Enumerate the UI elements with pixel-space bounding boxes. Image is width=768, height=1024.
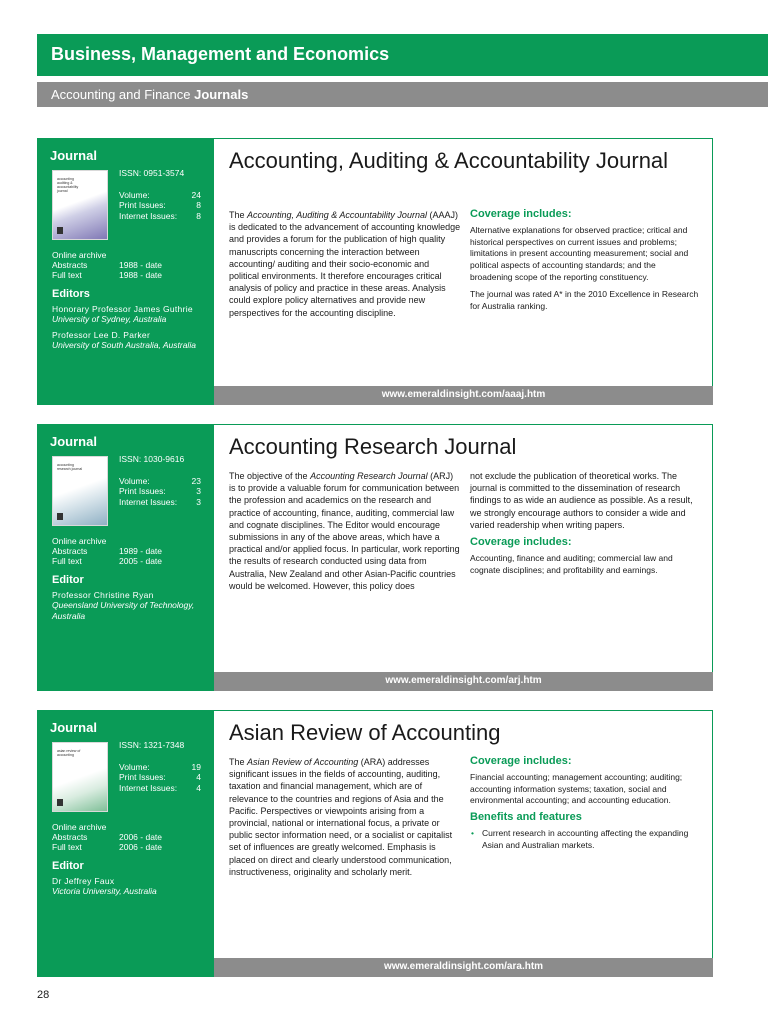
- issn: ISSN: 0951-3574: [119, 168, 185, 178]
- issn: ISSN: 1030-9616: [119, 454, 185, 464]
- section-banner: [37, 34, 768, 76]
- editor-name: Professor Christine Ryan: [52, 589, 154, 600]
- desc-text: (AAAJ) is dedicated to the advancement of accounting knowledge and provides a forum for the publication of high quality manuscripts concerning the interaction between accounting/ auditing and their socio-economic and political environments. It therefore encourages critical analysis of policy and practice in these areas. Analysis could explore policy alternatives and provide new perspectives for the accounting discipline.: [229, 210, 461, 318]
- desc-text: The: [229, 210, 248, 220]
- internet-issues-label: Internet Issues:: [119, 210, 178, 221]
- editors-label: Editor: [52, 860, 84, 872]
- online-archive: [52, 250, 202, 280]
- journal-label: Journal: [50, 434, 97, 449]
- desc-journal-name: Accounting, Auditing & Accountability Journal: [247, 210, 427, 220]
- journal-cover-image: [52, 456, 108, 526]
- editors-label: Editor: [52, 574, 84, 586]
- journal-main: [229, 711, 712, 976]
- print-issues-label: Print Issues:: [119, 772, 166, 782]
- internet-issues-label: Internet Issues:: [119, 496, 178, 507]
- volume-value: 23: [191, 475, 201, 486]
- journal-meta: [119, 454, 201, 507]
- volume-label: Volume:: [119, 761, 150, 772]
- journal-cover-image: [52, 742, 108, 812]
- coverage-block: [470, 209, 700, 317]
- archive-label: Online archive: [52, 250, 107, 260]
- abstracts-label: Abstracts: [52, 546, 88, 556]
- journal-card-ara: [37, 710, 713, 977]
- fulltext-value: 1988 - date: [119, 270, 163, 280]
- editors-block: [52, 861, 204, 902]
- section-title: Business, Management and Economics: [51, 44, 390, 64]
- subsection-banner: [37, 82, 768, 107]
- print-issues-label: Print Issues:: [119, 486, 166, 496]
- internet-issues-value: 3: [196, 496, 201, 507]
- print-issues-value: 8: [196, 200, 201, 210]
- abstracts-value: 2006 - date: [119, 832, 163, 842]
- journal-meta: [119, 740, 201, 793]
- journal-main: [229, 425, 712, 690]
- journal-main: [229, 139, 712, 404]
- abstracts-value: 1988 - date: [119, 260, 163, 270]
- journal-sidebar: [38, 139, 214, 404]
- journal-description: [229, 756, 461, 878]
- desc-text: (ARJ) is to provide a valuable forum for communication between the profession and academics on the research and practice of accounting, finance, auditing, commercial law and cognate disciplines. The Editor would encourage submissions in any of the above areas, which have a practical and/or applied focus. In particular, work reporting the results of research conducted using data from Australia, New Zealand and other Asian-Pacific countries would be welcomed. However, this policy does: [229, 471, 460, 591]
- coverage-heading: Coverage includes:: [470, 536, 572, 549]
- coverage-block: [470, 756, 700, 852]
- ranking-note: The journal was rated A* in the 2010 Excellence in Research for Australia ranking.: [470, 288, 699, 311]
- internet-issues-label: Internet Issues:: [119, 782, 178, 793]
- subsection-prefix: Accounting and Finance: [51, 87, 191, 102]
- journal-meta: [119, 168, 201, 221]
- fulltext-value: 2005 - date: [119, 556, 163, 566]
- journal-sidebar: [38, 711, 214, 976]
- editor-name: Professor Lee D. Parker: [52, 329, 151, 340]
- abstracts-value: 1989 - date: [119, 546, 163, 556]
- desc-text: The: [229, 757, 248, 767]
- cover-title: accounting auditing & accountability journal: [57, 177, 79, 193]
- volume-label: Volume:: [119, 189, 150, 200]
- journal-title: Accounting Research Journal: [229, 434, 517, 459]
- journal-sidebar: [38, 425, 214, 690]
- issn: ISSN: 1321-7348: [119, 740, 185, 750]
- cover-title: asian review of accounting: [57, 749, 81, 757]
- archive-label: Online archive: [52, 536, 107, 546]
- archive-label: Online archive: [52, 822, 107, 832]
- print-issues-label: Print Issues:: [119, 200, 166, 210]
- volume-value: 24: [191, 189, 201, 200]
- fulltext-value: 2006 - date: [119, 842, 163, 852]
- fulltext-label: Full text: [52, 556, 82, 566]
- journal-url-link[interactable]: www.emeraldinsight.com/ara.htm: [214, 958, 713, 977]
- publisher-logo-icon: [57, 799, 63, 806]
- publisher-logo-icon: [57, 513, 63, 520]
- benefit-item: • Current research in accounting affecting the expanding Asian and Australian markets.: [470, 828, 700, 852]
- internet-issues-value: 4: [196, 782, 201, 793]
- benefits-list: [470, 828, 700, 852]
- volume-label: Volume:: [119, 475, 150, 486]
- print-issues-value: 3: [196, 486, 201, 496]
- subsection-bold: Journals: [194, 87, 249, 102]
- journal-url-link[interactable]: www.emeraldinsight.com/arj.htm: [214, 672, 713, 691]
- fulltext-label: Full text: [52, 270, 82, 280]
- desc-text: (ARA) addresses significant issues in the fields of accounting, auditing, taxation and financial management, which are of relevance to the countries and regions of Asia and the Pacific. Perspectives or viewpoints arising from a provincial, national or international focus, a private or public sector information need, or a socialist or capitalist set of influences are greatly welcomed. Emphasis is placed on direct and clearly understood communication, instructiveness, originality and scholarly merit.: [229, 757, 453, 877]
- editor-name: Honorary Professor James Guthrie: [52, 303, 193, 314]
- journal-title: Accounting, Auditing & Accountability Journal: [229, 148, 669, 173]
- journal-label: Journal: [50, 720, 97, 735]
- coverage-block: [470, 470, 700, 581]
- volume-value: 19: [191, 761, 201, 772]
- journal-description: [229, 470, 461, 592]
- journal-card-arj: [37, 424, 713, 691]
- desc-continued: not exclude the publication of theoretical works. The journal is committed to the dissemination of research findings to as wide an audience as possible. As a result, we strongly encourage authors to consider a wide and varied readership when writing papers.: [470, 471, 693, 530]
- fulltext-label: Full text: [52, 842, 82, 852]
- coverage-text: Alternative explanations for observed practice; critical and historical perspectives on current issues and problems; limitations in present accounting measurement; social and political aspects of accounting standards; and the broadening scope of the reporting constituency.: [470, 224, 689, 282]
- page-number: 28: [37, 989, 50, 1001]
- editor-name: Dr Jeffrey Faux: [52, 875, 115, 886]
- editor-affiliation: University of Sydney, Australia: [52, 314, 167, 324]
- desc-text: The objective of the: [229, 471, 311, 481]
- internet-issues-value: 8: [196, 210, 201, 221]
- publisher-logo-icon: [57, 227, 63, 234]
- editor-affiliation: Queensland University of Technology, Australia: [52, 600, 195, 621]
- online-archive: [52, 536, 202, 566]
- online-archive: [52, 822, 202, 852]
- benefits-heading: Benefits and features: [470, 811, 582, 824]
- journal-title: Asian Review of Accounting: [229, 720, 501, 745]
- abstracts-label: Abstracts: [52, 260, 88, 270]
- editor-affiliation: Victoria University, Australia: [52, 886, 157, 896]
- editor-affiliation: University of South Australia, Australia: [52, 340, 196, 350]
- journal-url-link[interactable]: www.emeraldinsight.com/aaaj.htm: [214, 386, 713, 405]
- journal-cover-image: [52, 170, 108, 240]
- desc-journal-name: Accounting Research Journal: [310, 471, 428, 481]
- coverage-heading: Coverage includes:: [470, 208, 572, 220]
- coverage-text: Accounting, finance and auditing; commercial law and cognate disciplines; and profitability and earnings.: [470, 552, 673, 575]
- journal-description: [229, 209, 461, 319]
- journal-label: Journal: [50, 148, 97, 163]
- cover-title: accounting research journal: [57, 463, 83, 471]
- coverage-text: Financial accounting; management accounting; auditing; accounting information systems; taxation, social and environmental accounting; and accounting education.: [470, 771, 683, 806]
- coverage-heading: Coverage includes:: [470, 755, 572, 767]
- abstracts-label: Abstracts: [52, 832, 88, 842]
- print-issues-value: 4: [196, 772, 201, 782]
- editors-block: [52, 575, 204, 626]
- editors-label: Editors: [52, 288, 90, 300]
- editors-block: [52, 289, 204, 356]
- journal-card-aaaj: [37, 138, 713, 405]
- desc-journal-name: Asian Review of Accounting: [247, 757, 359, 767]
